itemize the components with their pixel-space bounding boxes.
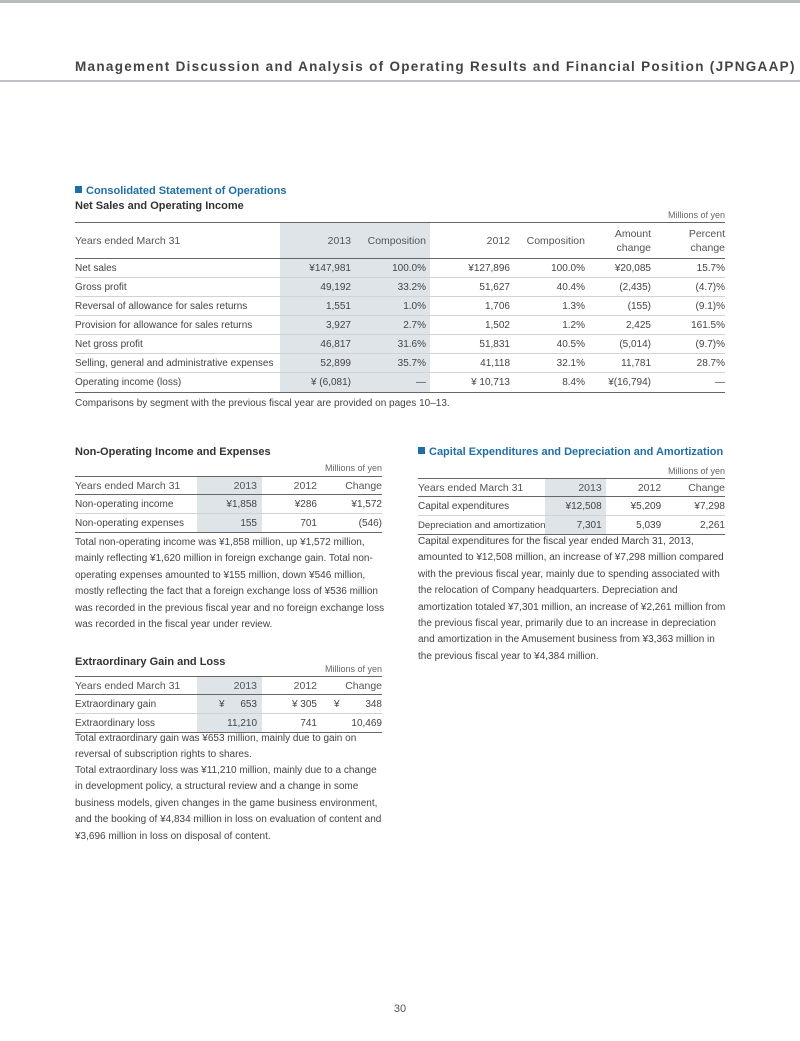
row-label: Net gross profit: [75, 335, 280, 354]
cell-2013: ¥1,858: [197, 495, 262, 514]
row-label: Net sales: [75, 259, 280, 278]
operations-note: Comparisons by segment with the previous fiscal year are provided on pages 10–13.: [75, 398, 450, 409]
cell-composition-2013: 100.0%: [355, 259, 430, 278]
operations-subtitle: Net Sales and Operating Income: [75, 200, 244, 212]
cell-value: 348: [365, 698, 382, 710]
row-label: Selling, general and administrative expenses: [75, 354, 280, 373]
cell-amount-change: (5,014): [585, 335, 655, 354]
cell-percent-change: 28.7%: [655, 354, 725, 373]
cell-2012: 741: [300, 717, 317, 729]
col-header-2012: 2012: [637, 481, 662, 494]
table-row: [75, 335, 725, 354]
col-header-years: Years ended March 31: [75, 234, 181, 247]
cell-2012: ¥ 10,713: [471, 377, 510, 388]
header-rule: [0, 80, 800, 82]
cell-amount-change: 2,425: [585, 316, 655, 335]
table-row: [418, 497, 725, 516]
cell-composition-2013: —: [355, 373, 430, 393]
cell-composition-2013: 33.2%: [355, 278, 430, 297]
row-label: Capital expenditures: [418, 497, 545, 516]
non-operating-title: Non-Operating Income and Expenses: [75, 446, 271, 458]
cell-change: 2,261: [699, 519, 725, 531]
extraordinary-units: Millions of yen: [324, 664, 382, 674]
cell-composition-2012: 40.4%: [510, 278, 585, 297]
cell-value: 11,210: [227, 717, 257, 729]
cell-percent-change: (9.1)%: [655, 297, 725, 316]
col-header-2012: 2012: [293, 479, 317, 492]
row-label: Non-operating expenses: [75, 517, 184, 529]
cell-2013: ¥147,981: [280, 259, 355, 278]
cell-2012: 41,118: [430, 354, 510, 373]
table-row: [75, 259, 725, 278]
non-operating-table: [75, 476, 382, 533]
cell-2012: ¥286: [262, 495, 322, 514]
cell-2013: 1,551: [280, 297, 355, 316]
cell-composition-2013: 35.7%: [355, 354, 430, 373]
cell-2013: [197, 714, 262, 733]
cell-value: 10,469: [351, 717, 382, 729]
cell-2012: 1,502: [430, 316, 510, 335]
cell-2013: 49,192: [280, 278, 355, 297]
operations-section-title: Consolidated Statement of Operations: [75, 185, 286, 197]
page-header: Management Discussion and Analysis of Operating Results and Financial Position (JPNGAAP): [75, 59, 796, 74]
table-row: [75, 278, 725, 297]
col-header-2012: 2012: [486, 234, 510, 247]
cell-2013: 7,301: [545, 516, 605, 535]
cell-2013: ¥12,508: [545, 497, 605, 516]
cell-2013: 52,899: [280, 354, 355, 373]
cell-2012: ¥5,209: [606, 497, 666, 516]
col-header-change: Change: [688, 481, 725, 494]
currency-symbol: ¥: [219, 698, 225, 710]
page-number: 30: [393, 1003, 407, 1015]
capex-units: Millions of yen: [667, 466, 725, 476]
cell-change: [322, 714, 382, 733]
cell-value: 653: [240, 698, 257, 710]
cell-composition-2012: 8.4%: [562, 377, 585, 388]
cell-2013: 3,927: [280, 316, 355, 335]
cell-2012: ¥ 305: [262, 695, 322, 714]
cell-2012: 51,831: [430, 335, 510, 354]
cell-composition-2013: 31.6%: [355, 335, 430, 354]
cell-composition-2013: 2.7%: [355, 316, 430, 335]
row-label: Reversal of allowance for sales returns: [75, 297, 280, 316]
top-rule: [0, 0, 800, 3]
col-header-change: Change: [345, 679, 382, 692]
col-header-change: Change: [345, 479, 382, 492]
cell-2013: ¥ (6,081): [280, 373, 355, 393]
table-header-row: [75, 477, 382, 495]
row-label: Extraordinary loss: [75, 717, 156, 729]
square-bullet-icon: [418, 447, 425, 454]
cell-change: [322, 695, 382, 714]
col-header-2013: 2013: [197, 677, 262, 695]
cell-2013: 155: [197, 514, 262, 533]
cell-2012: 701: [300, 517, 317, 529]
cell-2012: 1,706: [430, 297, 510, 316]
row-label: Non-operating income: [75, 495, 197, 514]
cell-2012: ¥127,896: [430, 259, 510, 278]
cell-change: (546): [358, 517, 382, 529]
table-row: [75, 316, 725, 335]
cell-amount-change: ¥(16,794): [608, 377, 651, 388]
extraordinary-paragraph-loss: Total extraordinary loss was ¥11,210 million, mainly due to a change in development policy, a structural review and a change in some business models, given changes in the game business environment, and the booking of ¥4,834 million in loss on evaluation of content and ¥3,696 million in loss on disposal of content.: [75, 765, 382, 842]
cell-composition-2013: 1.0%: [355, 297, 430, 316]
cell-amount-change: (2,435): [585, 278, 655, 297]
cell-percent-change: —: [715, 377, 725, 388]
col-header-2013: 2013: [545, 479, 605, 497]
col-header-amount-change: Amount change: [614, 227, 651, 254]
capex-section-title: Capital Expenditures and Depreciation and Amortization: [418, 446, 723, 458]
cell-composition-2012: 1.2%: [510, 316, 585, 335]
extraordinary-title: Extraordinary Gain and Loss: [75, 656, 226, 668]
currency-symbol: ¥: [334, 698, 340, 710]
cell-percent-change: 161.5%: [655, 316, 725, 335]
square-bullet-icon: [75, 186, 82, 193]
col-header-years: Years ended March 31: [75, 679, 181, 692]
cell-change: ¥7,298: [665, 497, 725, 516]
cell-2013: [197, 695, 262, 714]
non-operating-units: Millions of yen: [324, 463, 382, 473]
col-header-percent-change: Percent change: [688, 227, 725, 254]
table-row: [418, 516, 725, 535]
row-label: Extraordinary gain: [75, 695, 197, 714]
cell-2012: 5,039: [636, 519, 662, 531]
cell-2012: 51,627: [430, 278, 510, 297]
operations-units: Millions of yen: [667, 210, 725, 220]
cell-composition-2012: 100.0%: [510, 259, 585, 278]
cell-amount-change: 11,781: [585, 354, 655, 373]
cell-percent-change: 15.7%: [655, 259, 725, 278]
cell-amount-change: (155): [585, 297, 655, 316]
table-header-row: [418, 479, 725, 497]
table-header-row: [75, 677, 382, 695]
operations-table: [75, 222, 725, 393]
table-row: [75, 354, 725, 373]
col-header-composition-2013: Composition: [355, 223, 430, 259]
cell-2013: 46,817: [280, 335, 355, 354]
row-label: Gross profit: [75, 278, 280, 297]
cell-change: ¥1,572: [322, 495, 382, 514]
col-header-2013: 2013: [197, 477, 262, 495]
cell-percent-change: (4.7)%: [655, 278, 725, 297]
extraordinary-table: [75, 676, 382, 733]
cell-composition-2012: 32.1%: [510, 354, 585, 373]
col-header-2012: 2012: [293, 679, 317, 692]
col-header-2013: 2013: [280, 223, 355, 259]
capex-table: [418, 478, 725, 535]
table-row: [75, 514, 382, 533]
cell-percent-change: (9.7)%: [655, 335, 725, 354]
table-row: [75, 373, 725, 393]
non-operating-paragraph: Total non-operating income was ¥1,858 million, up ¥1,572 million, mainly reflecting ¥1,620 million in foreign exchange gain. Total non-operating expenses amounted to ¥155 million, down ¥546 million, mostly reflecting the fact that a foreign exchange loss of ¥536 million was recorded in the previous fiscal year and no foreign exchange loss was recorded in the fiscal year under review.: [75, 537, 385, 631]
capex-paragraph: Capital expenditures for the fiscal year ended March 31, 2013, amounted to ¥12,508 million, an increase of ¥7,298 million compared with the previous fiscal year, mainly due to spending associated with the relocation of Company headquarters. Depreciation and amortization totaled ¥7,301 million, an increase of ¥2,261 million from the previous fiscal year, primarily due to an increase in depreciation and amortization in the Amusement business from ¥3,363 million in the previous fiscal year to ¥4,384 million.: [418, 536, 726, 662]
cell-composition-2012: 40.5%: [510, 335, 585, 354]
table-row: [75, 495, 382, 514]
col-header-years: Years ended March 31: [418, 481, 524, 494]
table-row: [75, 714, 382, 733]
table-row: [75, 695, 382, 714]
col-header-composition-2012: Composition: [526, 234, 585, 247]
table-row: [75, 297, 725, 316]
row-label: Provision for allowance for sales returns: [75, 316, 280, 335]
row-label: Operating income (loss): [75, 377, 182, 388]
cell-composition-2012: 1.3%: [510, 297, 585, 316]
row-label: Depreciation and amortization: [418, 519, 546, 531]
extraordinary-paragraph-gain: Total extraordinary gain was ¥653 million, mainly due to gain on reversal of subscription rights to shares.: [75, 733, 357, 761]
cell-amount-change: ¥20,085: [585, 259, 655, 278]
col-header-years: Years ended March 31: [75, 479, 181, 492]
table-header-row: [75, 223, 725, 259]
